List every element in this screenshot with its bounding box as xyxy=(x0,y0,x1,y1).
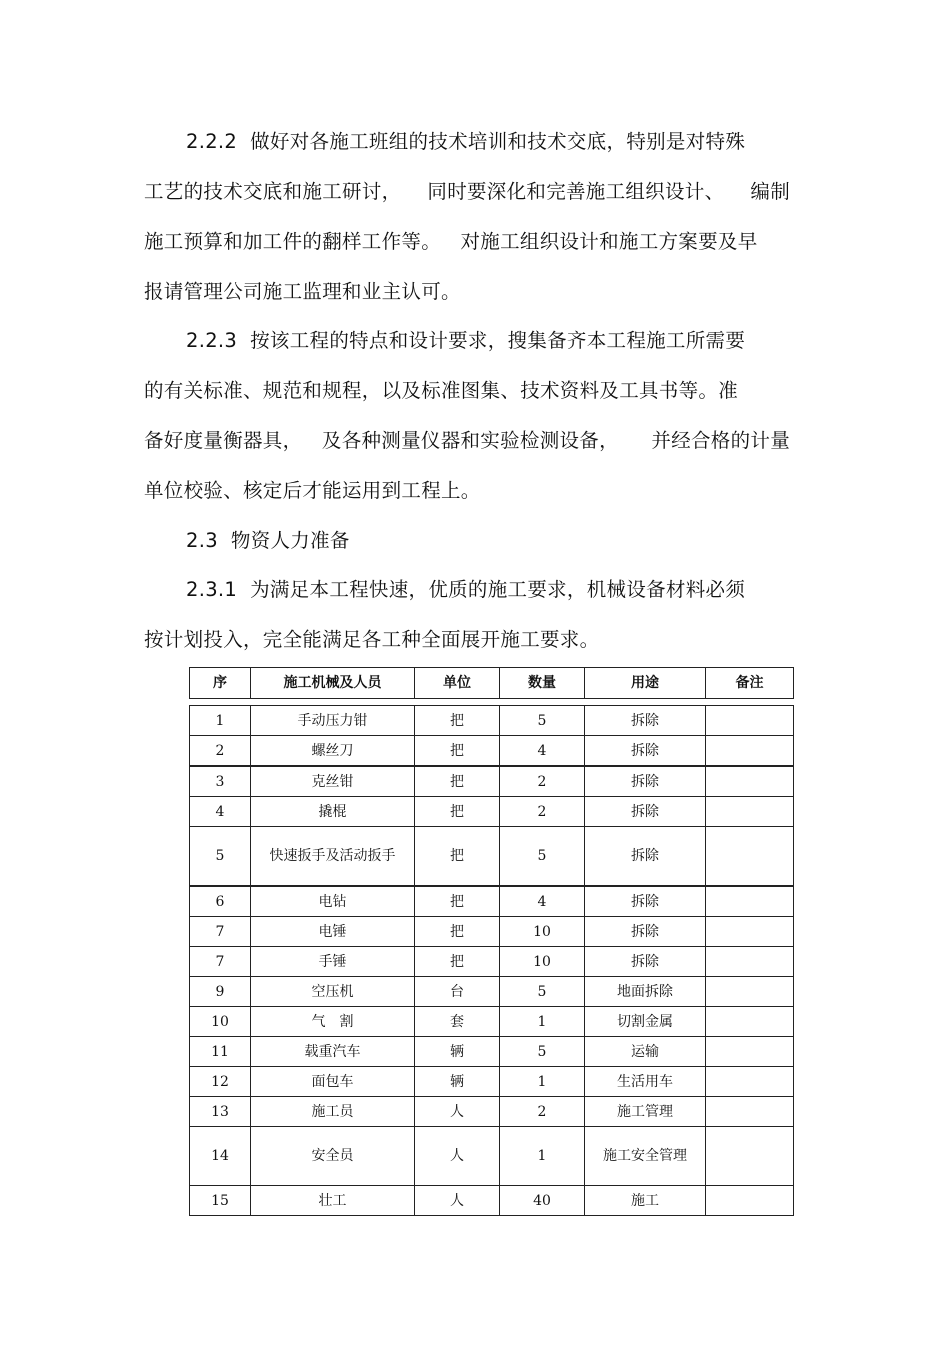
cell-name: 电钻 xyxy=(251,886,415,917)
cell-use: 拆除 xyxy=(585,706,706,736)
cell-use: 生活用车 xyxy=(585,1067,706,1097)
cell-unit: 把 xyxy=(415,827,500,887)
header-name: 施工机械及人员 xyxy=(251,668,415,699)
cell-note xyxy=(706,947,794,977)
cell-use: 拆除 xyxy=(585,797,706,827)
paragraph-2-2-2-line-3: 施工预算和加工件的翻样工作等。 对施工组织设计和施工方案要及早 xyxy=(144,230,758,253)
cell-qty: 40 xyxy=(500,1186,585,1216)
cell-qty: 2 xyxy=(500,766,585,797)
cell-no: 7 xyxy=(190,917,251,947)
cell-name: 快速扳手及活动扳手 xyxy=(251,827,415,887)
cell-qty: 5 xyxy=(500,1037,585,1067)
table-row xyxy=(190,886,794,917)
header-no: 序 xyxy=(190,668,251,699)
cell-use: 拆除 xyxy=(585,947,706,977)
cell-note xyxy=(706,886,794,917)
cell-name: 施工员 xyxy=(251,1097,415,1127)
cell-qty: 2 xyxy=(500,1097,585,1127)
table-header-gap xyxy=(190,699,794,706)
cell-unit: 人 xyxy=(415,1097,500,1127)
cell-no: 9 xyxy=(190,977,251,1007)
cell-note xyxy=(706,1067,794,1097)
section-heading-2-3: 2.3 物资人力准备 xyxy=(186,529,350,552)
cell-use: 地面拆除 xyxy=(585,977,706,1007)
cell-note xyxy=(706,827,794,887)
cell-note xyxy=(706,797,794,827)
cell-use: 拆除 xyxy=(585,827,706,887)
cell-unit: 把 xyxy=(415,736,500,767)
paragraph-2-2-3-line-2: 的有关标准、规范和规程，以及标准图集、技术资料及工具书等。准 xyxy=(144,379,739,402)
cell-name: 手锤 xyxy=(251,947,415,977)
cell-no: 15 xyxy=(190,1186,251,1216)
cell-use: 运输 xyxy=(585,1037,706,1067)
cell-qty: 1 xyxy=(500,1127,585,1186)
header-use: 用途 xyxy=(585,668,706,699)
cell-use: 拆除 xyxy=(585,886,706,917)
cell-unit: 人 xyxy=(415,1127,500,1186)
cell-note xyxy=(706,1097,794,1127)
table-row xyxy=(190,1037,794,1067)
cell-no: 11 xyxy=(190,1037,251,1067)
cell-name: 面包车 xyxy=(251,1067,415,1097)
cell-note xyxy=(706,1007,794,1037)
cell-name: 撬棍 xyxy=(251,797,415,827)
table-row xyxy=(190,766,794,797)
cell-no: 5 xyxy=(190,827,251,887)
cell-no: 4 xyxy=(190,797,251,827)
header-note: 备注 xyxy=(706,668,794,699)
cell-unit: 把 xyxy=(415,797,500,827)
cell-unit: 辆 xyxy=(415,1067,500,1097)
paragraph-2-2-3-line-1: 2.2.3 按该工程的特点和设计要求，搜集备齐本工程施工所需要 xyxy=(186,329,746,352)
cell-no: 14 xyxy=(190,1127,251,1186)
cell-unit: 人 xyxy=(415,1186,500,1216)
paragraph-2-2-2-line-4: 报请管理公司施工监理和业主认可。 xyxy=(144,280,461,303)
cell-qty: 1 xyxy=(500,1007,585,1037)
cell-note xyxy=(706,977,794,1007)
cell-no: 6 xyxy=(190,886,251,917)
cell-unit: 把 xyxy=(415,766,500,797)
cell-note xyxy=(706,1037,794,1067)
cell-qty: 4 xyxy=(500,886,585,917)
cell-qty: 1 xyxy=(500,1067,585,1097)
table-row xyxy=(190,736,794,767)
cell-use: 施工 xyxy=(585,1186,706,1216)
cell-no: 12 xyxy=(190,1067,251,1097)
cell-note xyxy=(706,706,794,736)
cell-qty: 5 xyxy=(500,827,585,887)
paragraph-2-2-2-line-1: 2.2.2 做好对各施工班组的技术培训和技术交底，特别是对特殊 xyxy=(186,130,746,153)
cell-qty: 4 xyxy=(500,736,585,767)
table-row xyxy=(190,1067,794,1097)
cell-unit: 辆 xyxy=(415,1037,500,1067)
header-unit: 单位 xyxy=(415,668,500,699)
cell-no: 7 xyxy=(190,947,251,977)
cell-note xyxy=(706,766,794,797)
table-row xyxy=(190,1097,794,1127)
paragraph-2-2-3-line-4: 单位校验、核定后才能运用到工程上。 xyxy=(144,479,481,502)
cell-use: 拆除 xyxy=(585,736,706,767)
cell-note xyxy=(706,917,794,947)
cell-name: 安全员 xyxy=(251,1127,415,1186)
cell-note xyxy=(706,1127,794,1186)
table-row xyxy=(190,947,794,977)
table-row xyxy=(190,917,794,947)
cell-name: 气 割 xyxy=(251,1007,415,1037)
table-row xyxy=(190,977,794,1007)
cell-no: 10 xyxy=(190,1007,251,1037)
paragraph-2-2-2-line-2: 工艺的技术交底和施工研讨， 同时要深化和完善施工组织设计、 编制 xyxy=(144,180,790,203)
cell-unit: 把 xyxy=(415,706,500,736)
cell-qty: 10 xyxy=(500,917,585,947)
table-row xyxy=(190,1127,794,1186)
cell-use: 施工管理 xyxy=(585,1097,706,1127)
equipment-table xyxy=(189,667,794,1216)
header-qty: 数量 xyxy=(500,668,585,699)
cell-name: 手动压力钳 xyxy=(251,706,415,736)
cell-name: 克丝钳 xyxy=(251,766,415,797)
cell-no: 1 xyxy=(190,706,251,736)
table-header-row xyxy=(190,668,794,699)
cell-qty: 10 xyxy=(500,947,585,977)
cell-name: 壮工 xyxy=(251,1186,415,1216)
cell-use: 拆除 xyxy=(585,917,706,947)
cell-unit: 把 xyxy=(415,917,500,947)
cell-qty: 5 xyxy=(500,977,585,1007)
cell-unit: 把 xyxy=(415,886,500,917)
table-row xyxy=(190,797,794,827)
cell-unit: 台 xyxy=(415,977,500,1007)
cell-name: 电锤 xyxy=(251,917,415,947)
cell-name: 螺丝刀 xyxy=(251,736,415,767)
paragraph-2-3-1-line-1: 2.3.1 为满足本工程快速，优质的施工要求，机械设备材料必须 xyxy=(186,578,746,601)
cell-no: 13 xyxy=(190,1097,251,1127)
cell-qty: 2 xyxy=(500,797,585,827)
paragraph-2-3-1-line-2: 按计划投入，完全能满足各工种全面展开施工要求。 xyxy=(144,628,600,651)
cell-unit: 套 xyxy=(415,1007,500,1037)
cell-name: 空压机 xyxy=(251,977,415,1007)
cell-note xyxy=(706,1186,794,1216)
cell-qty: 5 xyxy=(500,706,585,736)
cell-use: 拆除 xyxy=(585,766,706,797)
cell-unit: 把 xyxy=(415,947,500,977)
table-row xyxy=(190,706,794,736)
cell-use: 施工安全管理 xyxy=(585,1127,706,1186)
cell-name: 载重汽车 xyxy=(251,1037,415,1067)
table-row xyxy=(190,827,794,887)
cell-note xyxy=(706,736,794,767)
cell-no: 3 xyxy=(190,766,251,797)
table-row xyxy=(190,1007,794,1037)
paragraph-2-2-3-line-3: 备好度量衡器具， 及各种测量仪器和实验检测设备， 并经合格的计量 xyxy=(144,429,790,452)
table-row xyxy=(190,1186,794,1216)
cell-use: 切割金属 xyxy=(585,1007,706,1037)
cell-no: 2 xyxy=(190,736,251,767)
